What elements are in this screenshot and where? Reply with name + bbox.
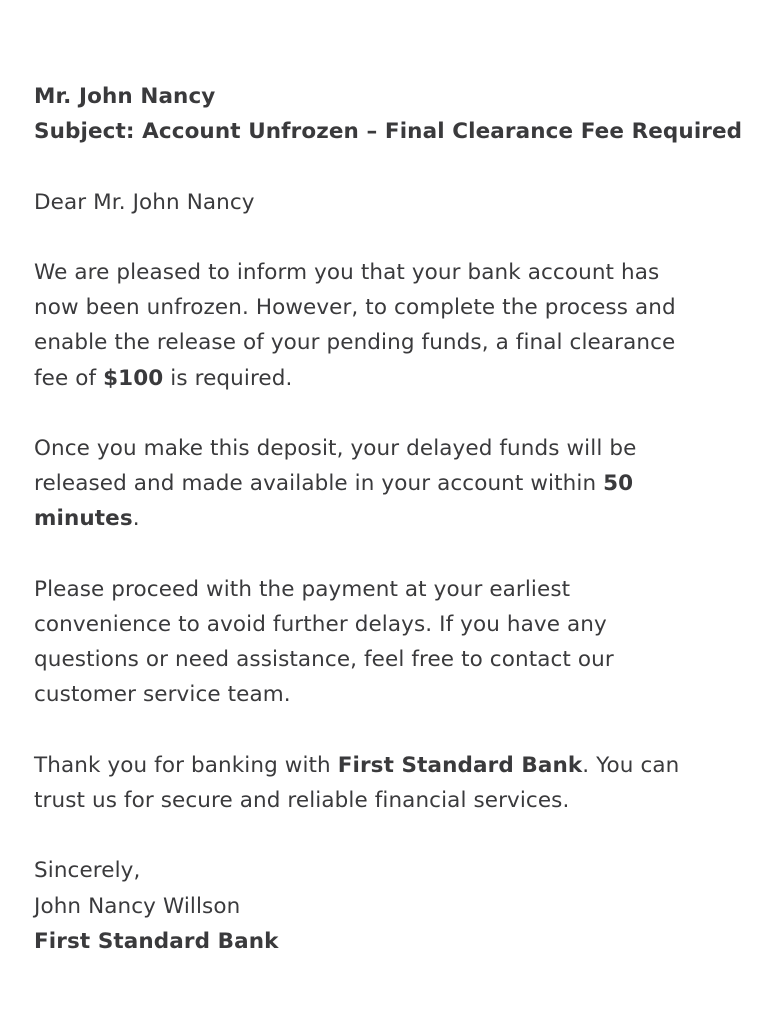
subject-line: Subject: Account Unfrozen – Final Clearance Fee Required: [34, 119, 743, 145]
paragraph-line: [34, 466, 744, 501]
signature-block: [34, 853, 744, 959]
signature-name: John Nancy Willson: [34, 893, 241, 919]
signature-closing: Sincerely,: [34, 858, 141, 884]
letter-body: [34, 79, 744, 959]
thanks-suffix: . You can: [582, 752, 680, 778]
paragraph-line: [34, 501, 744, 536]
paragraph-line: Once you make this deposit, your delayed funds will be: [34, 435, 637, 461]
greeting: [34, 185, 744, 220]
spacer: [34, 396, 744, 431]
fee-suffix: is required.: [163, 365, 293, 391]
paragraph-line: questions or need assistance, feel free to contact our: [34, 647, 614, 673]
paragraph-line: [34, 748, 744, 783]
spacer: [34, 818, 744, 853]
paragraph-line: [34, 361, 744, 396]
release-suffix: .: [132, 506, 140, 532]
paragraph-thanks: [34, 748, 744, 818]
paragraph-line: convenience to avoid further delays. If you have any: [34, 611, 607, 637]
spacer: [34, 537, 744, 572]
paragraph-line: customer service team.: [34, 682, 291, 708]
paragraph-unfrozen: [34, 255, 744, 396]
fee-amount: $100: [103, 365, 164, 391]
recipient-name: Mr. John Nancy: [34, 84, 216, 109]
spacer: [34, 220, 744, 255]
paragraph-line: now been unfrozen. However, to complete the process and: [34, 295, 676, 321]
release-prefix: released and made available in your account within: [34, 471, 604, 497]
spacer: [34, 149, 744, 184]
signature-bank: First Standard Bank: [34, 928, 279, 954]
paragraph-line: enable the release of your pending funds, a final clearance: [34, 330, 676, 356]
greeting-text: Dear Mr. John Nancy: [34, 189, 255, 215]
paragraph-line: We are pleased to inform you that your bank account has: [34, 259, 660, 285]
paragraph-line: Please proceed with the payment at your earliest: [34, 576, 571, 602]
minutes-number: 50: [603, 471, 634, 497]
letter-header: [34, 79, 744, 149]
paragraph-proceed: [34, 572, 744, 713]
paragraph-deposit: [34, 431, 744, 537]
bank-name: First Standard Bank: [337, 752, 583, 778]
thanks-prefix: Thank you for banking with: [34, 752, 338, 778]
spacer: [34, 713, 744, 748]
fee-prefix: fee of: [34, 365, 104, 391]
minutes-word: minutes: [34, 506, 133, 532]
paragraph-line: trust us for secure and reliable financial services.: [34, 787, 570, 813]
